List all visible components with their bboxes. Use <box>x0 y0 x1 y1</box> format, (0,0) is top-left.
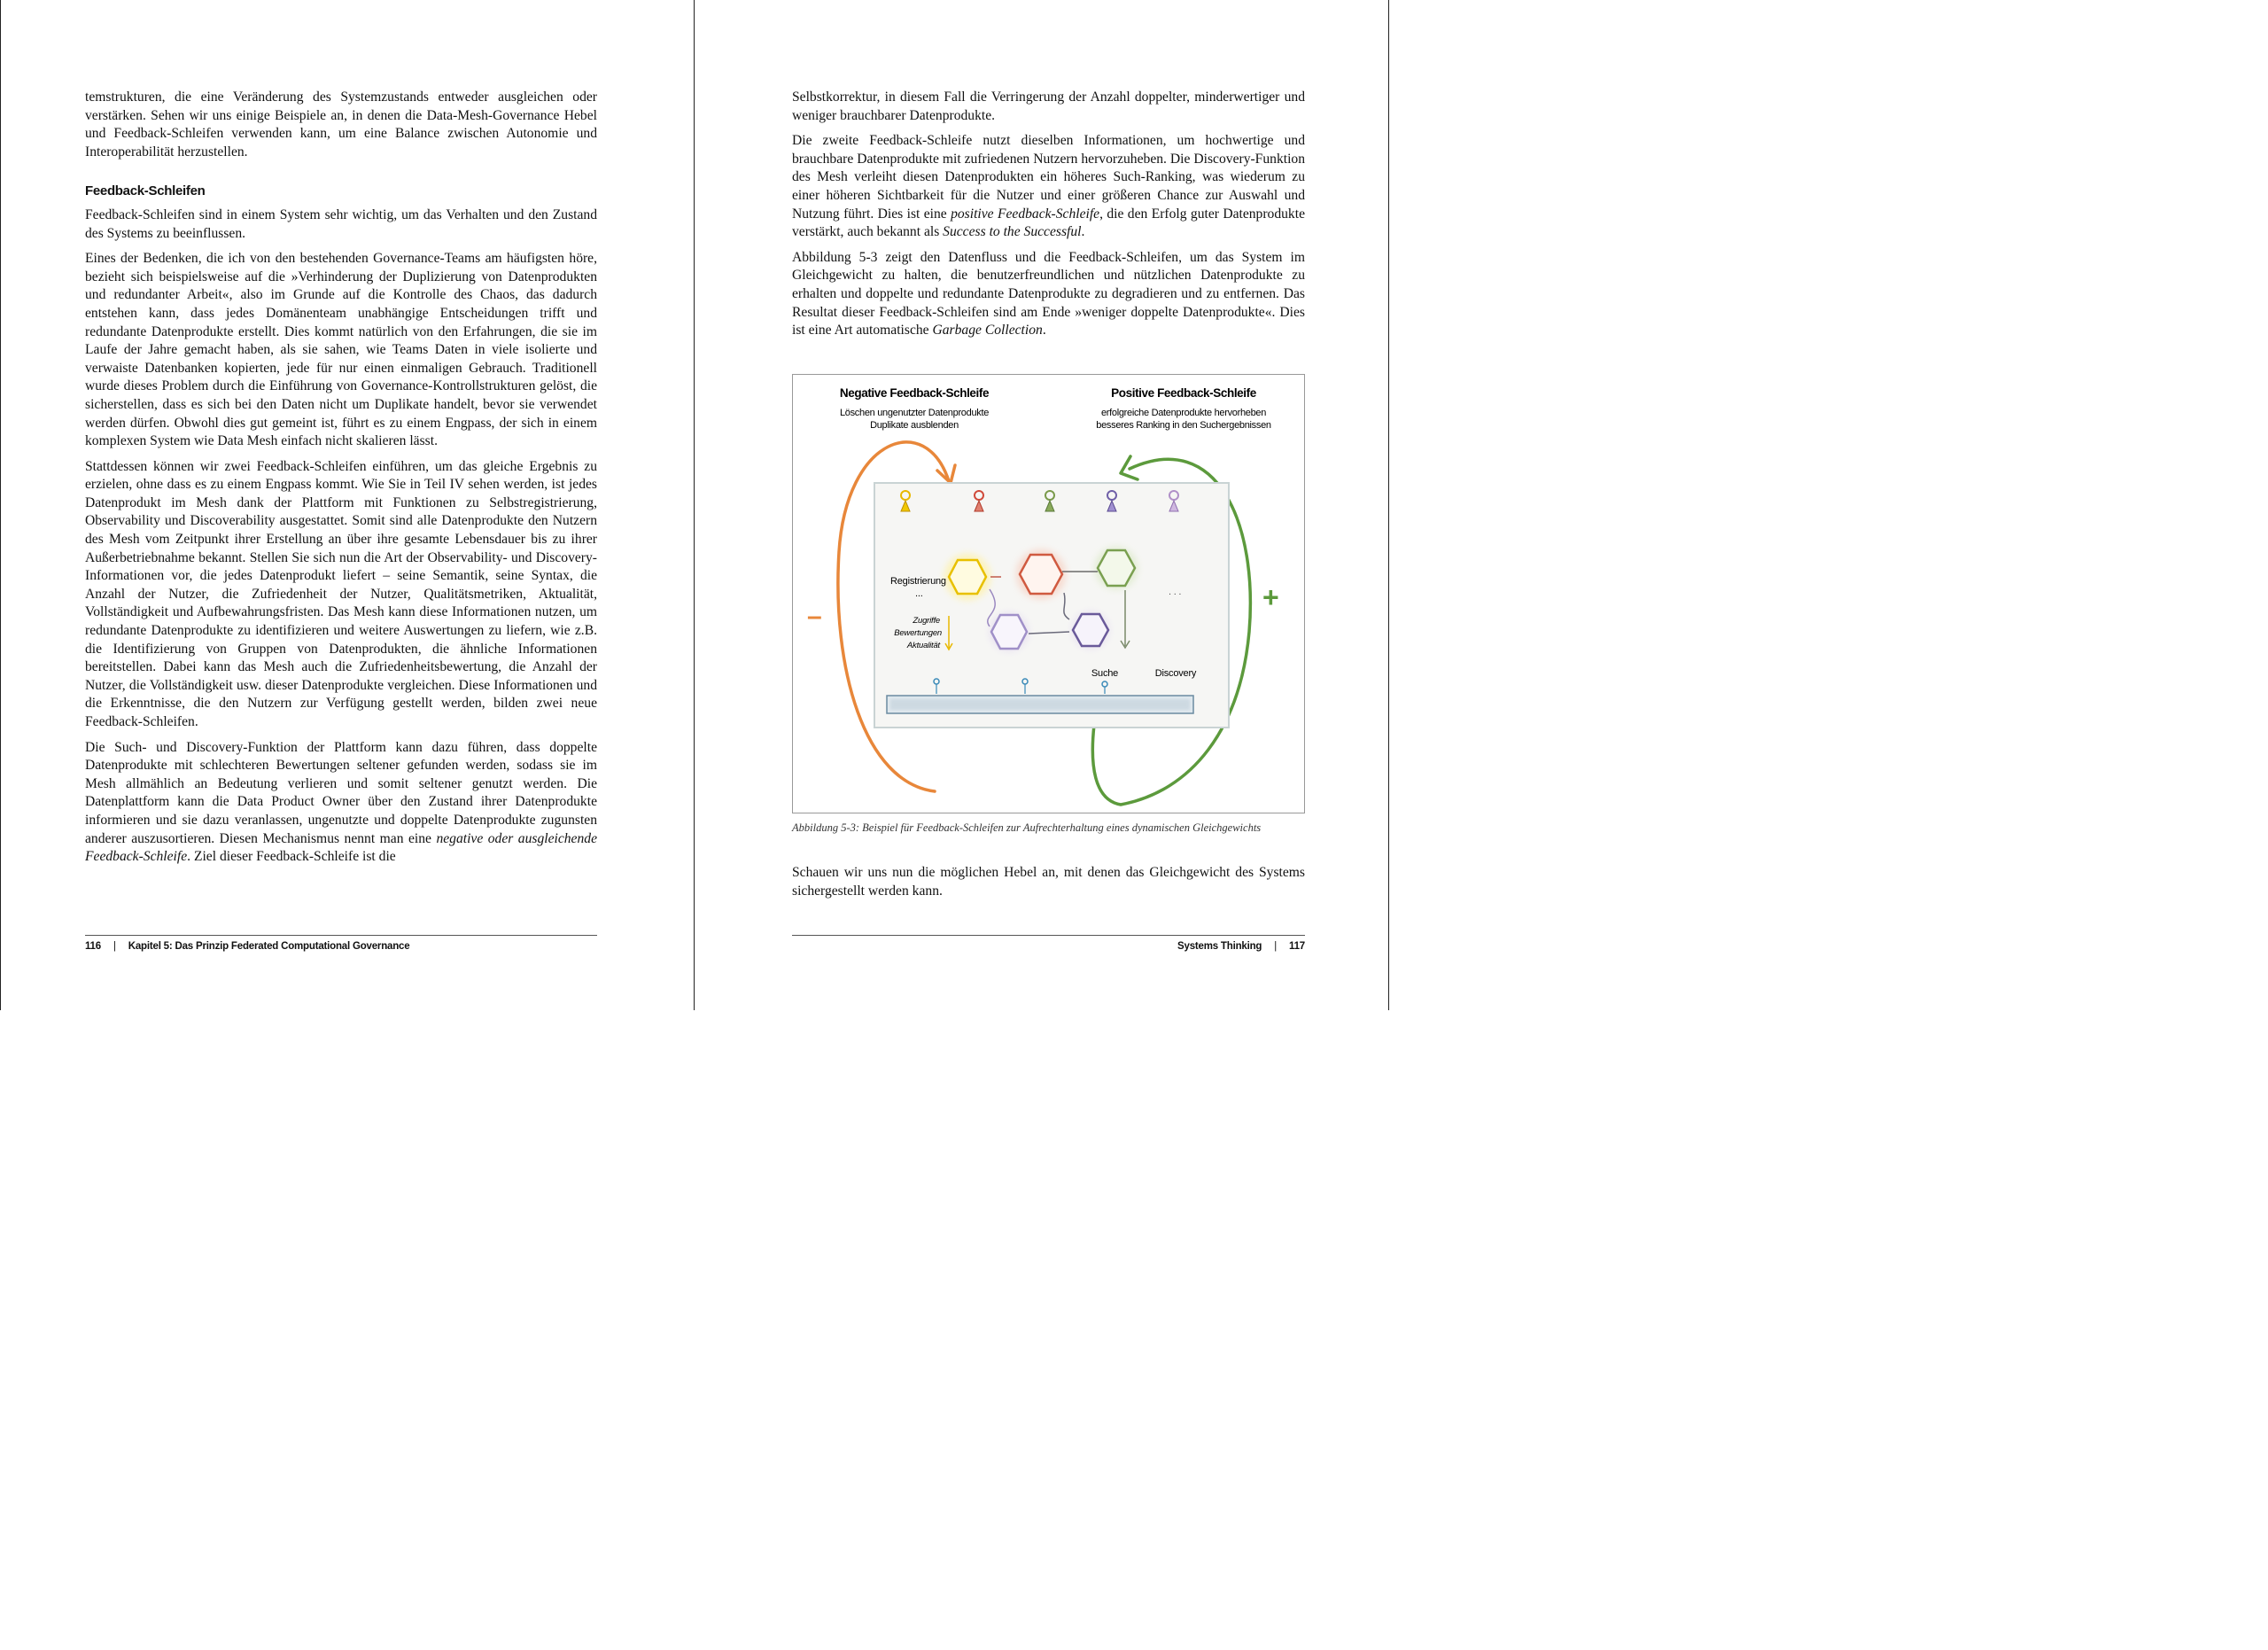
figure-feedback-loops <box>792 374 1305 813</box>
paragraph: Stattdessen können wir zwei Feedback-Schleifen einführen, um das gleiche Ergebnis zu erzielen, ohne dass es zu einem Engpass kommt. Wie Sie in Teil IV sehen werden, ist jedes Datenprodukt im Mesh dank der Plattform mit Funktionen zu Selbstregistrierung, Observability und Discoverability ausgestattet. Somit sind alle Datenprodukte den Nutzern des Mesh vom Zeitpunkt ihrer Erstellung an über ihre gesamte Lebensdauer bis zu ihrer Außerbetriebnahme bekannt. Stellen Sie sich nun die Art der Observability- und Discovery-Informationen vor, die jedes Datenprodukt liefert – seine Semantik, seine Syntax, die Anzahl der Nutzer, die Zufriedenheit der Nutzer, Qualitätsmetriken, Aktualität, Vollständigkeit und Aufbewahrungsfristen. Das Mesh kann diese Informationen nutzen, um redundante Datenprodukte zu identifizieren und weitere Auswertungen zu liefern, wie z.B. die Identifizierung von Gruppen von Datenprodukten, die ähnliche Informationen bereitstellen. Dabei kann das Mesh auch die Zufriedenheitsbewertung, die Anzahl der Nutzer, die Vollständigkeit usw. dieser Datenprodukte vergleichen. Diese Informationen und die Erkenntnisse, die den Nutzern zur Verfügung gestellt werden, bilden zwei neue Feedback-Schleifen. <box>85 458 597 729</box>
paragraph-text: . Ziel dieser Feedback-Schleife ist die <box>187 849 396 865</box>
label-zugriffe: Zugriffe <box>913 616 940 626</box>
label-discovery: Discovery <box>1154 668 1197 679</box>
paragraph <box>792 249 1305 340</box>
emphasis-text: negative oder ausgleichende Feedback-Schleife <box>85 830 597 865</box>
section-heading: Feedback-Schleifen <box>85 183 206 199</box>
footer-separator: | <box>113 941 116 952</box>
figure-caption: Abbildung 5-3: Beispiel für Feedback-Schleifen zur Aufrechterhaltung eines dynamischen Gleichgewichts <box>792 821 1262 834</box>
label-registrierung: Registrierung <box>890 576 946 587</box>
paragraph <box>85 739 597 867</box>
chapter-title: Kapitel 5: Das Prinzip Federated Computational Governance <box>128 941 410 952</box>
paragraph-text: , die den Erfolg guter Datenprodukte verstärkt, auch bekannt als <box>792 206 1305 240</box>
emphasis-text: positive Feedback-Schleife <box>951 206 1100 222</box>
paragraph-text: Die zweite Feedback-Schleife nutzt dieselben Informationen, um hochwertige und brauchbare Datenprodukte mit zufriedenen Nutzern hervorzuheben. Die Discovery-Funktion des Mesh verleiht diesen Datenprodukten ein höheres Such-Ranking, was wiederum zu einer höheren Sichtbarkeit für die Nutzer und einer größeren Chance zur Auswahl und Nutzung führt. Dies ist eine <box>792 133 1305 222</box>
label-aktualitaet: Aktualität <box>906 641 940 650</box>
positive-loop-line-2: besseres Ranking in den Suchergebnissen <box>1096 420 1271 431</box>
page-number: 117 <box>1289 941 1305 952</box>
paragraph-text: Die Such- und Discovery-Funktion der Plattform kann dazu führen, dass doppelte Datenprodukte mit schlechteren Bewertungen seltener gefunden werden, sodass sie im Mesh allmählich an Bedeutung verlieren und somit seltener genutzt werden. Die Datenplattform kann die Data Product Owner über den Zustand ihrer Datenprodukte informieren und sie dazu veranlassen, ungenutzte und doppelte Datenprodukte zugunsten anderer auszusortieren. Diesen Mechanismus nennt man eine <box>85 739 597 846</box>
negative-loop-title: Negative Feedback-Schleife <box>839 386 990 400</box>
paragraph: Selbstkorrektur, in diesem Fall die Verringerung der Anzahl doppelter, minderwertiger und weniger brauchbarer Datenprodukte. <box>792 90 1305 123</box>
paragraph: temstrukturen, die eine Veränderung des Systemzustands entweder ausgleichen oder verstärken. Sehen wir uns einige Beispiele an, in denen die Data-Mesh-Governance Hebel und Feedback-Schleifen verwenden kann, um eine Balance zwischen Autonomie und Interoperabilität herzustellen. <box>85 90 597 160</box>
label-suche: Suche <box>1091 668 1119 679</box>
right-page-text <box>792 89 1305 347</box>
label-registrierung-dots: ... <box>915 588 923 599</box>
paragraph: Feedback-Schleifen sind in einem System sehr wichtig, um das Verhalten und den Zustand des Systems zu beeinflussen. <box>85 206 597 241</box>
plus-sign: + <box>1262 581 1279 613</box>
paragraph: Schauen wir uns nun die möglichen Hebel an, mit denen das Gleichgewicht des Systems sichergestellt werden kann. <box>792 865 1305 899</box>
label-bewertungen: Bewertungen <box>894 628 942 638</box>
figure-diagram <box>793 375 1304 813</box>
page-number: 116 <box>85 941 101 952</box>
data-product-hexagon <box>1073 614 1108 646</box>
positive-loop-title: Positive Feedback-Schleife <box>1111 386 1256 400</box>
ellipsis-more: . . . <box>1169 587 1182 597</box>
data-product-hexagon <box>1020 555 1062 594</box>
minus-sign: – <box>807 602 822 631</box>
section-title: Systems Thinking <box>1177 941 1262 952</box>
right-page-closing-text <box>792 864 1305 907</box>
left-page-text <box>85 89 597 874</box>
footer-separator: | <box>1274 941 1278 952</box>
data-product-hexagon <box>949 560 986 594</box>
data-product-hexagon <box>1098 550 1135 586</box>
page-footer <box>85 935 597 952</box>
negative-loop-line-2: Duplikate ausblenden <box>870 420 959 431</box>
right-page <box>695 0 1389 1010</box>
paragraph-text: . <box>1081 224 1085 240</box>
positive-loop-line-1: erfolgreiche Datenprodukte hervorheben <box>1100 408 1267 418</box>
emphasis-text: Garbage Collection <box>932 323 1043 339</box>
emphasis-text: Success to the Successful <box>943 224 1082 240</box>
negative-loop-line-1: Löschen ungenutzter Datenprodukte <box>839 408 990 418</box>
page-footer <box>792 935 1305 952</box>
paragraph-text: . <box>1042 323 1046 339</box>
paragraph: Eines der Bedenken, die ich von den bestehenden Governance-Teams am häufigsten höre, bezieht sich beispielsweise auf die »Verhinderung der Duplizierung von Datenprodukten und redundanter Arbeit«, also im Grunde auf die Kontrolle des Chaos, das dadurch entstehen kann, dass jedes Domänenteam unabhängige Entscheidungen trifft und redundante Datenprodukte erstellt. Dies kommt natürlich von den Erfahrungen, die sie im Laufe der Jahre gemacht haben, als sie sahen, wie Teams Daten in viele isolierte und verwaiste Datenbanken kopierten, jede für nur einen einmaligen Gebrauch. Traditionell wurde dieses Problem durch die Einführung von Governance-Kontrollstrukturen gelöst, die sicherstellen, dass es sich bei den Daten nicht um Duplikate handelt, bevor sie verwendet werden dürfen. Obwohl dies gut gemeint ist, führt es zu einem Engpass, der sich in einem komplexen System wie Data Mesh einfach nicht skalieren lässt. <box>85 251 597 449</box>
mesh-panel <box>874 483 1229 728</box>
left-page <box>0 0 695 1010</box>
paragraph-text: Abbildung 5-3 zeigt den Datenfluss und die Feedback-Schleifen, um das System im Gleichgewicht zu halten, die benutzerfreundlichen und nützlichen Datenprodukte zu erhalten und doppelte und redundante Datenprodukte zu degradieren und zu entfernen. Das Resultat dieser Feedback-Schleifen sind am Ende »weniger doppelte Datenprodukte«. Dies ist eine Art automatische <box>792 249 1305 339</box>
paragraph <box>792 132 1305 242</box>
data-product-hexagon <box>991 615 1027 649</box>
